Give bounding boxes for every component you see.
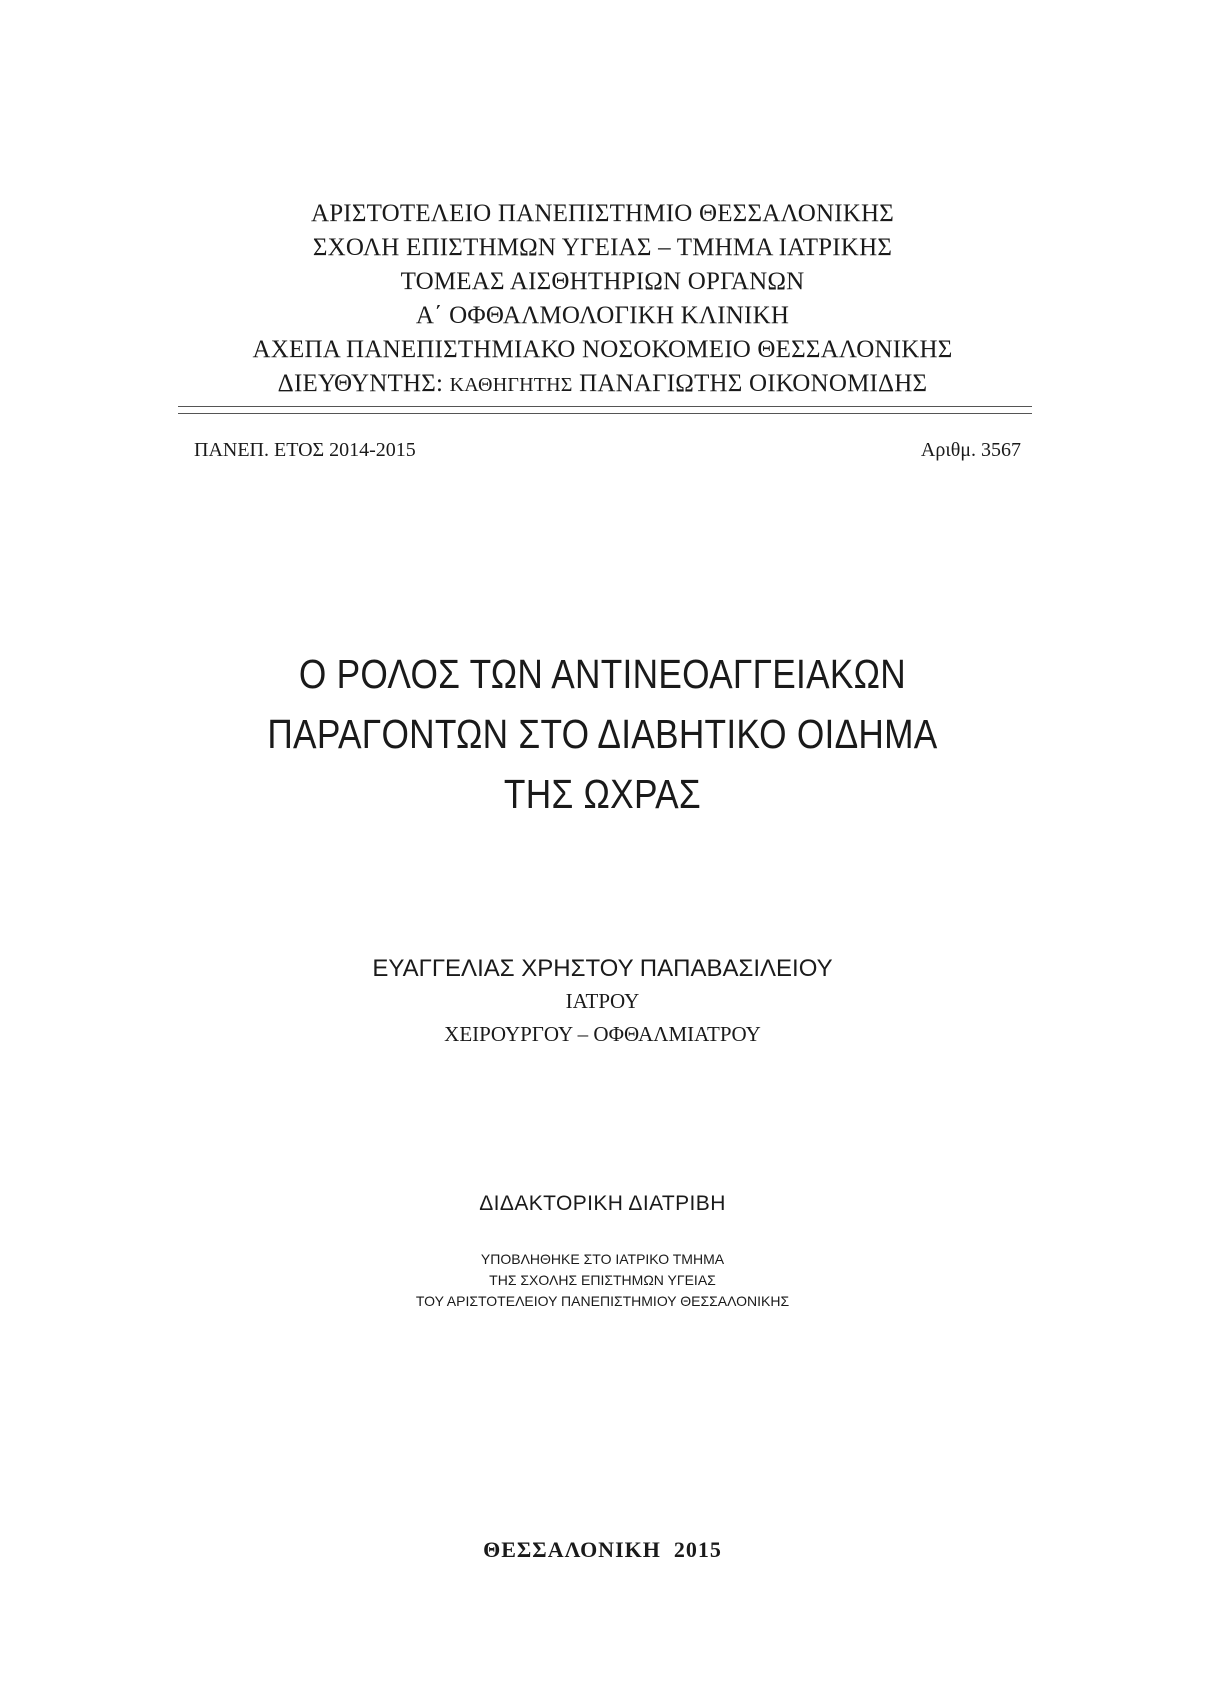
header-hospital: ΑΧΕΠΑ ΠΑΝΕΠΙΣΤΗΜΙΑΚΟ ΝΟΣΟΚΟΜΕΙΟ ΘΕΣΣΑΛΟΝΙΚΗΣ <box>252 336 953 363</box>
header-divider-top <box>178 406 1032 407</box>
title-line: Ο ΡΟΛΟΣ ΤΩΝ ΑΝΤΙΝΕΟΑΓΓΕΙΑΚΩΝ <box>298 651 906 697</box>
author-specialty: ΧΕΙΡΟΥΡΓΟΥ – ΟΦΘΑΛΜΙΑΤΡΟΥ <box>444 1022 761 1046</box>
thesis-number: Αριθμ. 3567 <box>920 439 1021 461</box>
director-label: ΔΙΕΥΘΥΝΤΗΣ: <box>277 370 444 397</box>
place-and-year: ΘΕΣΣΑΛΟΝΙΚΗ 2015 <box>483 1537 722 1562</box>
submission-line: ΤΟΥ ΑΡΙΣΤΟΤΕΛΕΙΟΥ ΠΑΝΕΠΙΣΤΗΜΙΟΥ ΘΕΣΣΑΛΟΝΙΚΗΣ <box>415 1293 790 1309</box>
header-school: ΣΧΟΛΗ ΕΠΙΣΤΗΜΩΝ ΥΓΕΙΑΣ – ΤΜΗΜΑ ΙΑΤΡΙΚΗΣ <box>312 234 893 261</box>
header-divider-bottom <box>178 413 1032 414</box>
header-director <box>0 367 1205 402</box>
title-line: ΠΑΡΑΓΟΝΤΩΝ ΣΤΟ ΔΙΑΒΗΤΙΚΟ ΟΙΔΗΜΑ <box>267 711 938 757</box>
header-university: ΑΡΙΣΤΟΤΕΛΕΙΟ ΠΑΝΕΠΙΣΤΗΜΙΟ ΘΕΣΣΑΛΟΝΙΚΗΣ <box>310 200 895 227</box>
director-name: ΠΑΝΑΓΙΩΤΗΣ ΟΙΚΟΝΟΜΙΔΗΣ <box>579 370 928 397</box>
author-role: ΙΑΤΡΟΥ <box>565 989 640 1013</box>
academic-year: ΠΑΝΕΠ. ΕΤΟΣ 2014-2015 <box>194 439 416 461</box>
header-clinic: Α΄ ΟΦΘΑΛΜΟΛΟΓΙΚΗ ΚΛΙΝΙΚΗ <box>415 302 790 329</box>
thesis-title <box>84 644 1120 824</box>
submission-line: ΤΗΣ ΣΧΟΛΗΣ ΕΠΙΣΤΗΜΩΝ ΥΓΕΙΑΣ <box>489 1272 716 1288</box>
dissertation-label: ΔΙΔΑΚΤΟΡΙΚΗ ΔΙΑΤΡΙΒΗ <box>479 1192 726 1215</box>
submission-line: ΥΠΟΒΛΗΘΗΚΕ ΣΤΟ ΙΑΤΡΙΚΟ ΤΜΗΜΑ <box>480 1251 725 1267</box>
header-sector: ΤΟΜΕΑΣ ΑΙΣΘΗΤΗΡΙΩΝ ΟΡΓΑΝΩΝ <box>400 268 805 295</box>
submission-statement <box>0 1249 1205 1312</box>
institution-header <box>0 197 1205 402</box>
director-title: ΚΑΘΗΓΗΤΗΣ <box>449 374 573 396</box>
title-line: ΤΗΣ ΩΧΡΑΣ <box>503 771 701 817</box>
author-name: ΕΥΑΓΓΕΛΙΑΣ ΧΡΗΣΤΟΥ ΠΑΠΑΒΑΣΙΛΕΙΟΥ <box>372 955 833 982</box>
